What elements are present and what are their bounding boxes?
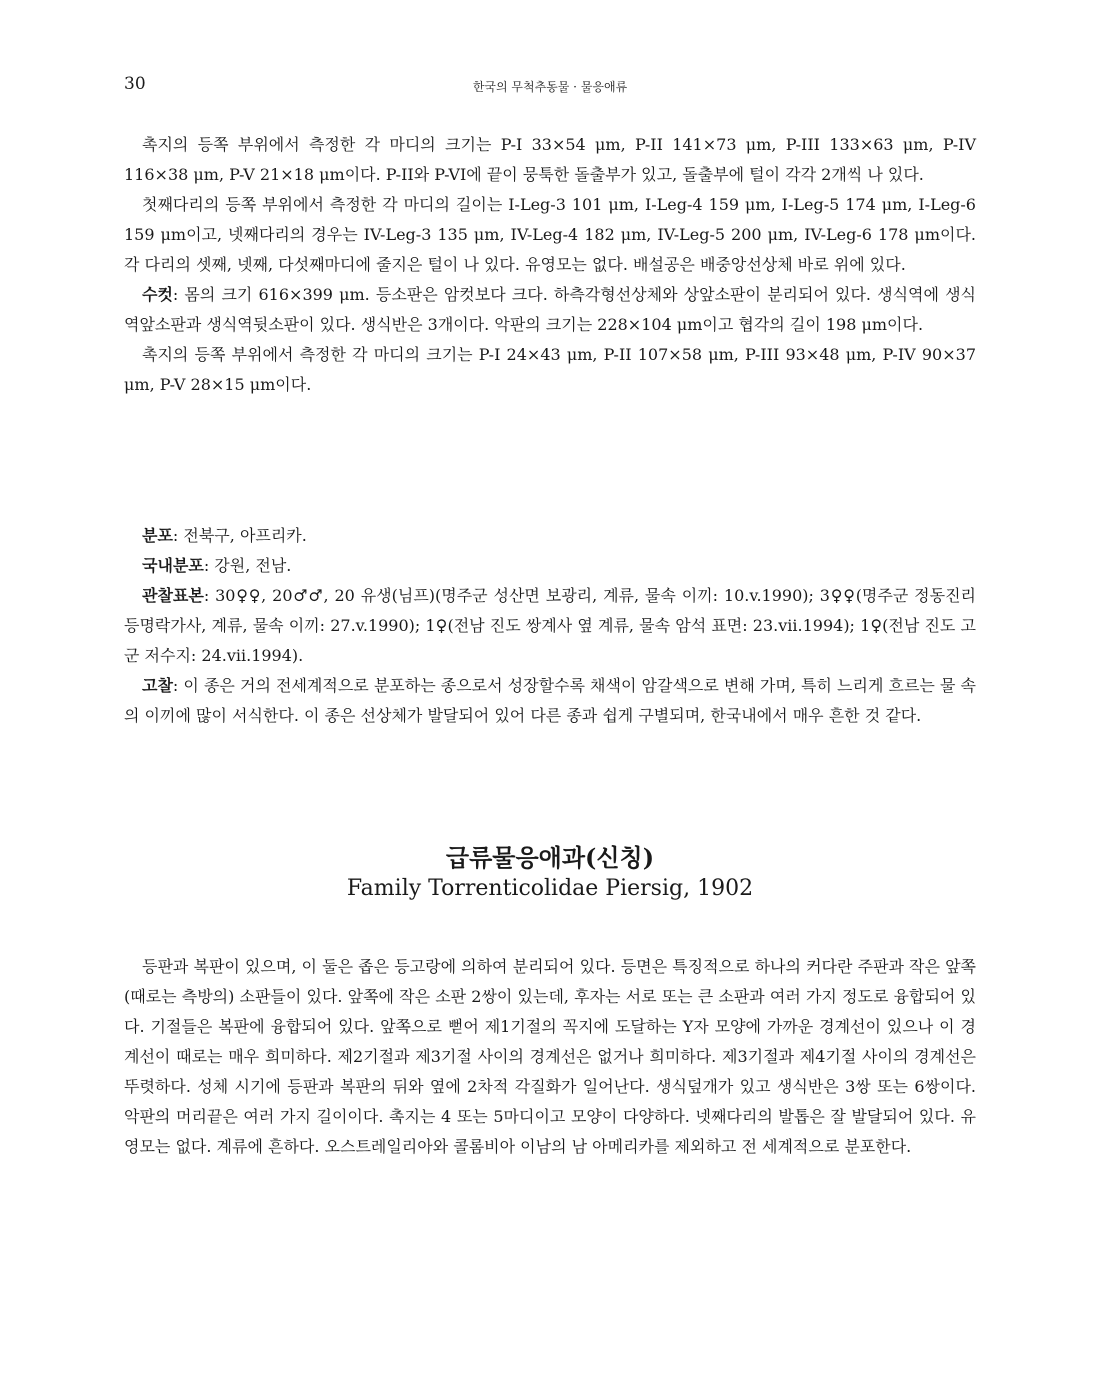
running-header: 한국의 무척추동물 · 물응애류 <box>472 80 628 94</box>
paragraph-distribution <box>124 521 976 551</box>
distribution-label: 분포 <box>142 526 173 545</box>
paragraph-male-palp: 촉지의 등쪽 부위에서 측정한 각 마디의 크기는 P-I 24×43 μm, P-II 107×58 μm, P-III 93×48 μm, P-IV 90×37 μm, P-V 28×15 μm이다. <box>124 345 976 394</box>
specimens-text: : 30♀♀, 20♂♂, 20 유생(님프)(명주군 성산면 보광리, 계류, 물속 이끼: 10.v.1990); 3♀♀(명주군 정동진리 등명락가사, 계류, 물속 이끼: 27.v.1990); 1♀(전남 진도 쌍계사 옆 계류, 물속 암석 표면: 23.vii.1994); 1♀(전남 진도 고군 저수지: 24.vii.1994). <box>124 586 976 665</box>
family-title-korean: 급류물응애과(신칭) <box>445 843 655 872</box>
specimens-label: 관찰표본 <box>142 586 204 605</box>
korea-distribution-text: : 강원, 전남. <box>203 556 292 575</box>
korea-distribution-label: 국내분포 <box>142 556 204 575</box>
paragraph-male <box>124 280 976 340</box>
paragraph-korea-distribution <box>124 551 976 581</box>
male-text: : 몸의 크기 616×399 μm. 등소판은 암컷보다 크다. 하측각형선상체와 상앞소판이 분리되어 있다. 생식역에 생식역앞소판과 생식역뒷소판이 있다. 생식반은 3개이다. 악판의 크기는 228×104 μm이고 협각의 길이 198 μm이다. <box>124 285 976 334</box>
paragraph-female-palp: 촉지의 등쪽 부위에서 측정한 각 마디의 크기는 P-I 33×54 μm, P-II 141×73 μm, P-III 133×63 μm, P-IV 116×38 μm, P-V 21×18 μm이다. P-II와 P-VI에 끝이 뭉툭한 돌출부가 있고, 돌출부에 털이 각각 2개씩 나 있다. <box>124 135 976 184</box>
female-description-block <box>124 130 976 400</box>
remarks-text: : 이 종은 거의 전세계적으로 분포하는 종으로서 성장할수록 채색이 암갈색으로 변해 가며, 특히 느리게 흐르는 물 속의 이끼에 많이 서식한다. 이 종은 선상체가 발달되어 있어 다른 종과 쉽게 구별되며, 한국내에서 매우 흔한 것 같다. <box>124 676 976 725</box>
paragraph-female-legs: 첫째다리의 등쪽 부위에서 측정한 각 마디의 길이는 I-Leg-3 101 μm, I-Leg-4 159 μm, I-Leg-5 174 μm, I-Leg-6 159 μm이고, 넷째다리의 경우는 IV-Leg-3 135 μm, IV-Leg-4 182 μm, IV-Leg-5 200 μm, IV-Leg-6 178 μm이다. 각 다리의 셋째, 넷째, 다섯째마디에 줄지은 털이 나 있다. 유영모는 없다. 배설공은 배중앙선상체 바로 위에 있다. <box>124 195 976 274</box>
species-info-block <box>124 521 976 731</box>
paragraph-family-description: 등판과 복판이 있으며, 이 둘은 좁은 등고랑에 의하여 분리되어 있다. 등면은 특징적으로 하나의 커다란 주판과 작은 앞쪽(때로는 측방의) 소판들이 있다. 앞쪽에 작은 소판 2쌍이 있는데, 후자는 서로 또는 큰 소판과 여러 가지 정도로 융합되어 있다. 기절들은 복판에 융합되어 있다. 앞쪽으로 뻗어 제1기절의 꼭지에 도달하는 Y자 모양에 가까운 경계선이 있으나 이 경계선이 때로는 매우 희미하다. 제2기절과 제3기절 사이의 경계선은 없거나 희미하다. 제3기절과 제4기절 사이의 경계선은 뚜렷하다. 성체 시기에 등판과 복판의 뒤와 옆에 2차적 각질화가 일어난다. 생식덮개가 있고 생식반은 3쌍 또는 6쌍이다. 악판의 머리끝은 여러 가지 길이이다. 촉지는 4 또는 5마디이고 모양이 다양하다. 넷째다리의 발톱은 잘 발달되어 있다. 유영모는 없다. 계류에 흔하다. 오스트레일리아와 콜롬비아 이남의 남 아메리카를 제외하고 전 세계적으로 분포한다. <box>124 957 976 1156</box>
family-description-block <box>124 952 976 1162</box>
page-number: 30 <box>124 74 146 94</box>
paragraph-specimens <box>124 581 976 671</box>
male-label: 수컷 <box>142 285 173 304</box>
remarks-label: 고찰 <box>142 676 173 695</box>
paragraph-remarks <box>124 671 976 731</box>
family-title-english: Family Torrenticolidae Piersig, 1902 <box>346 876 754 901</box>
distribution-text: : 전북구, 아프리카. <box>172 526 307 545</box>
